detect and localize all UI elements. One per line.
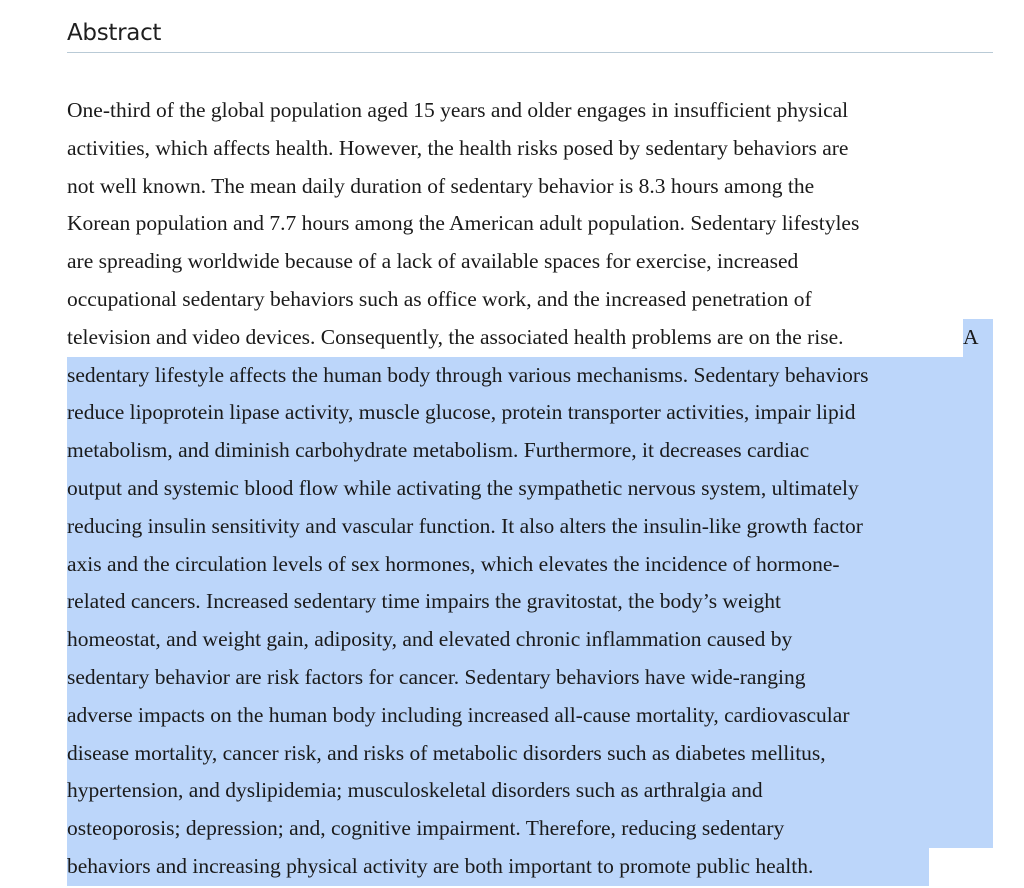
selected-text[interactable]: osteoporosis; depression; and, cognitive impairment. Therefore, reducing sedentary <box>67 810 993 848</box>
text-line <box>0 243 1024 281</box>
selected-text[interactable]: homeostat, and weight gain, adiposity, and elevated chronic inflammation caused by <box>67 621 993 659</box>
selected-text[interactable]: disease mortality, cancer risk, and risks of metabolic disorders such as diabetes mellitus, <box>67 735 993 773</box>
line-text: occupational sedentary behaviors such as office work, and the increased penetration of <box>67 286 812 311</box>
text-line <box>0 848 1024 886</box>
selected-text[interactable]: behaviors and increasing physical activity are both important to promote public health. <box>67 848 929 886</box>
selected-text[interactable]: A <box>963 319 993 357</box>
text-line <box>0 772 1024 810</box>
selected-text[interactable]: related cancers. Increased sedentary time impairs the gravitostat, the body’s weight <box>67 583 993 621</box>
selected-text[interactable]: hypertension, and dyslipidemia; musculoskeletal disorders such as arthralgia and <box>67 772 993 810</box>
text-line <box>0 394 1024 432</box>
selected-text[interactable]: metabolism, and diminish carbohydrate metabolism. Furthermore, it decreases cardiac <box>67 432 993 470</box>
line-text: not well known. The mean daily duration of sedentary behavior is 8.3 hours among the <box>67 173 815 198</box>
abstract-paragraph[interactable] <box>0 92 1024 886</box>
text-line <box>0 810 1024 848</box>
text-line <box>0 659 1024 697</box>
text-line <box>0 697 1024 735</box>
text-line <box>0 432 1024 470</box>
line-text: television and video devices. Consequently, the associated health problems are on the rise. <box>67 324 844 349</box>
selected-text[interactable]: axis and the circulation levels of sex hormones, which elevates the incidence of hormone- <box>67 546 993 584</box>
text-line <box>0 508 1024 546</box>
line-text: activities, which affects health. However, the health risks posed by sedentary behaviors are <box>67 135 849 160</box>
text-line <box>0 735 1024 773</box>
selected-text[interactable]: reduce lipoprotein lipase activity, muscle glucose, protein transporter activities, impair lipid <box>67 394 993 432</box>
text-line <box>0 546 1024 584</box>
line-text: One-third of the global population aged 15 years and older engages in insufficient physical <box>67 98 849 122</box>
text-line <box>0 583 1024 621</box>
text-line <box>0 92 1024 130</box>
selected-text[interactable]: reducing insulin sensitivity and vascular function. It also alters the insulin-like growth factor <box>67 508 993 546</box>
text-line <box>0 205 1024 243</box>
line-text: are spreading worldwide because of a lack of available spaces for exercise, increased <box>67 249 799 274</box>
text-line <box>0 130 1024 168</box>
text-line <box>0 621 1024 659</box>
selected-text[interactable]: adverse impacts on the human body including increased all-cause mortality, cardiovascular <box>67 697 993 735</box>
abstract-heading: Abstract <box>67 20 162 46</box>
selected-text[interactable]: sedentary behavior are risk factors for cancer. Sedentary behaviors have wide-ranging <box>67 659 993 697</box>
text-line <box>0 357 1024 395</box>
selected-text[interactable]: sedentary lifestyle affects the human body through various mechanisms. Sedentary behaviors <box>67 357 993 395</box>
text-line <box>0 319 1024 357</box>
text-line <box>0 470 1024 508</box>
text-line <box>0 168 1024 206</box>
text-line <box>0 281 1024 319</box>
selected-text[interactable]: output and systemic blood flow while activating the sympathetic nervous system, ultimately <box>67 470 993 508</box>
line-text: Korean population and 7.7 hours among the American adult population. Sedentary lifestyles <box>67 211 860 236</box>
heading-divider <box>67 52 993 53</box>
